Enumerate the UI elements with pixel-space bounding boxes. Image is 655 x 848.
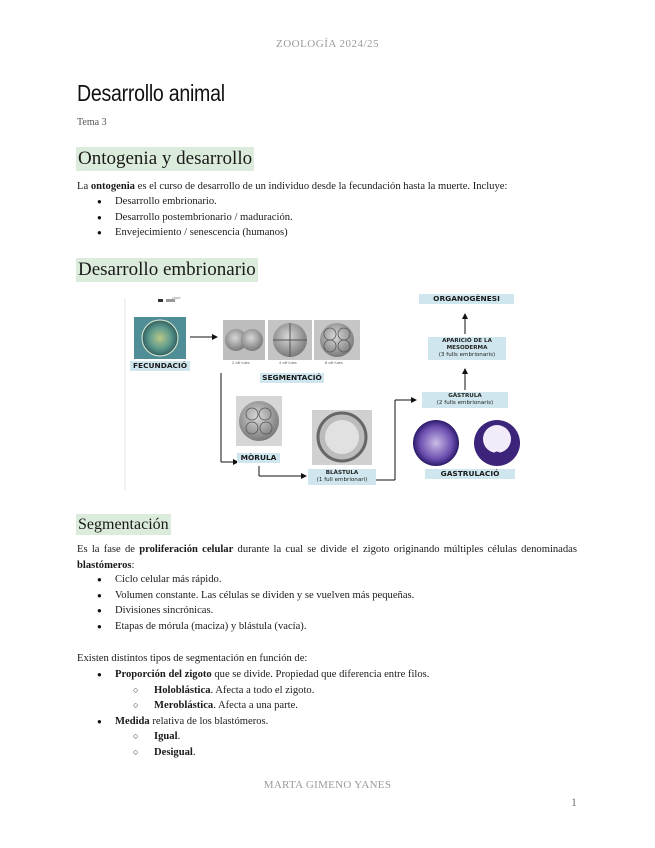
segmentacion-list	[77, 572, 414, 634]
label-gastrula	[422, 392, 508, 408]
mesoderma-subtitle: (3 fulls embrionaris)	[438, 352, 496, 358]
section-heading-segmentacion: Segmentación	[78, 516, 169, 533]
ontogenia-paragraph: La ontogenia es el curso de desarrollo de un individuo desde la fecundación hasta la muerte. Incluye:	[77, 181, 508, 192]
page-number: 1	[571, 795, 577, 809]
sublist-item-holoblastica: ○ Holoblástica. Afecta a todo el zigoto.	[77, 683, 429, 699]
embryonic-development-figure	[120, 290, 540, 495]
blastula-title: BLÀSTULA	[325, 470, 359, 476]
list-item: ● Desarrollo embrionario.	[77, 194, 293, 210]
label-gastrulacio: GASTRULACIÓ	[425, 469, 515, 479]
page-header: ZOOLOGÍA 2024/25	[275, 38, 380, 50]
label-organogenesi: ORGANOGÈNESI	[419, 294, 514, 304]
list-item: ● Envejecimiento / senescencia (humanos)	[77, 225, 293, 241]
list-item: ● Divisiones sincrónicas.	[77, 603, 414, 619]
section-heading-ontogenia: Ontogenia y desarrollo	[78, 148, 253, 169]
document-subtitle: Tema 3	[77, 117, 107, 128]
page-footer-author: MARTA GIMENO YANES	[263, 779, 392, 791]
label-blastula	[308, 469, 376, 485]
eight-cell-caption: 8 cèl·lules	[325, 361, 343, 365]
document-title: Desarrollo animal	[77, 80, 225, 106]
label-mesoderma	[428, 337, 506, 360]
mesoderma-line1: APARICIÓ DE LA	[442, 338, 492, 344]
list-item-medida: ● Medida relativa de los blastómeros.	[77, 714, 429, 730]
list-item: ● Volumen constante. Las células se dividen y se vuelven más pequeñas.	[77, 588, 414, 604]
section-heading-desarrollo-embrionario: Desarrollo embrionario	[78, 259, 256, 280]
gastrula-subtitle: (2 fulls embrionaris)	[436, 400, 494, 406]
label-fecundacio: FECUNDACIÓ	[130, 361, 190, 371]
sublist-item-desigual: ○ Desigual.	[77, 745, 429, 761]
list-item: ● Desarrollo postembrionario / maduración.	[77, 210, 293, 226]
list-item: ● Etapas de mórula (maciza) y blástula (vacía).	[77, 619, 414, 635]
zygote-caption: zigot	[172, 296, 181, 300]
segmentation-types-intro: Existen distintos tipos de segmentación en función de:	[77, 653, 308, 664]
sublist-item-igual: ○ Igual.	[77, 729, 429, 745]
label-segmentacio: SEGMENTACIÓ	[260, 373, 324, 383]
gastrula-title: GÀSTRULA	[448, 393, 482, 399]
list-item: ● Ciclo celular más rápido.	[77, 572, 414, 588]
sublist-item-meroblastica: ○ Meroblástica. Afecta a una parte.	[77, 698, 429, 714]
segmentacion-paragraph: Es la fase de proliferación celular durante la cual se divide el zigoto originando múltiples células denominadas blastómeros:	[77, 544, 578, 571]
blastula-subtitle: (1 full embrionari)	[316, 477, 368, 483]
label-morula: MÒRULA	[237, 453, 280, 463]
four-cell-caption: 4 cèl·lules	[279, 361, 297, 365]
mesoderma-line2: MESODERMA	[446, 345, 488, 351]
list-item-proporcion: ● Proporción del zigoto que se divide. Propiedad que diferencia entre filos.	[77, 667, 429, 683]
segmentation-types-list	[77, 667, 429, 761]
two-cell-caption: 2 cèl·lules	[232, 361, 250, 365]
ontogenia-list	[77, 194, 293, 241]
